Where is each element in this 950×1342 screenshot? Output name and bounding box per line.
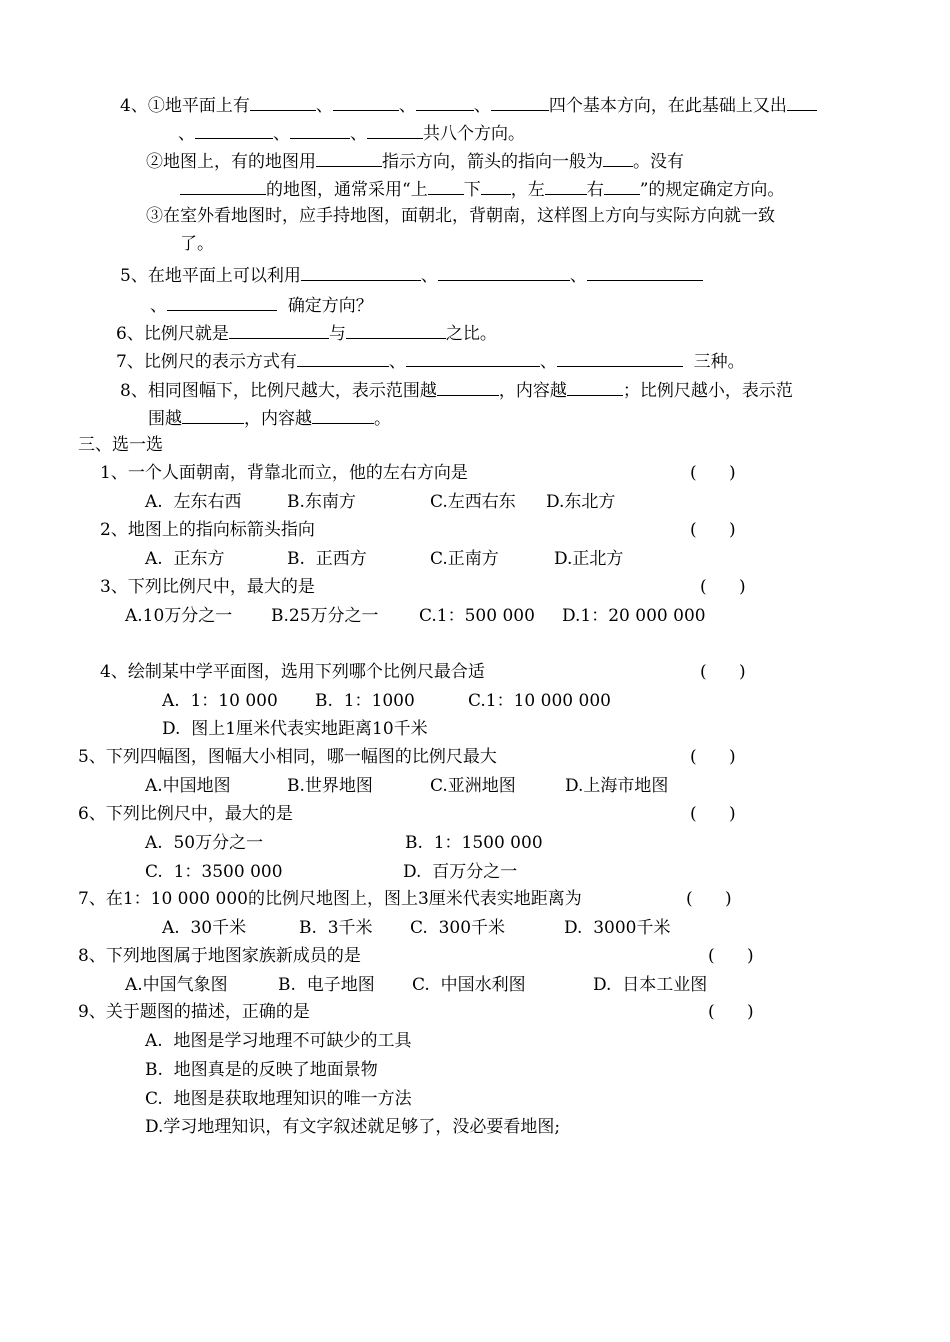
blank[interactable] — [567, 377, 623, 396]
option-d[interactable]: D.学习地理知识，有文字叙述就足够了，没必要看地图; — [145, 1117, 561, 1137]
option-d[interactable]: D.正北方 — [554, 549, 624, 569]
option-c[interactable]: C. 300千米 — [410, 918, 506, 938]
option-c[interactable]: C.左西右东 — [430, 492, 516, 512]
question-stem: 5、下列四幅图，图幅大小相同，哪一幅图的比例尺最大 — [78, 747, 497, 767]
option-a[interactable]: A.中国地图 — [145, 776, 231, 796]
blank[interactable] — [301, 262, 421, 281]
blank[interactable] — [182, 405, 244, 424]
option-b[interactable]: B.世界地图 — [287, 776, 373, 796]
blank[interactable] — [545, 176, 587, 195]
blank[interactable] — [333, 92, 399, 111]
option-d[interactable]: D. 百万分之一 — [403, 862, 518, 882]
blank[interactable] — [180, 176, 266, 195]
option-a[interactable]: A.10万分之一 — [125, 606, 233, 626]
option-c[interactable]: C.1：500 000 — [419, 606, 535, 626]
q8-line-1: 8、相同图幅下，比例尺越大，表示范围越 ，内容越 ；比例尺越小，表示范 — [120, 377, 793, 401]
blank[interactable] — [557, 348, 683, 367]
option-b[interactable]: B. 1：1000 — [315, 691, 415, 711]
question-stem: 7、在1：10 000 000的比例尺地图上，图上3厘米代表实地距离为 — [78, 889, 582, 909]
question-stem: 9、关于题图的描述，正确的是 — [78, 1002, 310, 1022]
q4-line-6: 了。 — [180, 234, 214, 254]
option-b[interactable]: B. 电子地图 — [278, 975, 375, 995]
blank[interactable] — [428, 176, 464, 195]
option-d[interactable]: D. 图上1厘米代表实地距离10千米 — [162, 719, 428, 739]
blank[interactable] — [406, 348, 540, 367]
blank[interactable] — [603, 148, 633, 167]
answer-paren[interactable]: ( ) — [708, 946, 754, 966]
answer-paren[interactable]: ( ) — [690, 804, 736, 824]
option-a[interactable]: A. 地图是学习地理不可缺少的工具 — [145, 1031, 412, 1051]
blank[interactable] — [787, 92, 817, 111]
blank[interactable] — [290, 120, 350, 139]
blank[interactable] — [167, 292, 277, 311]
q4-line-3: ②地图上，有的地图用 指示方向，箭头的指向一般为 。没有 — [146, 148, 684, 172]
option-d[interactable]: D.东北方 — [546, 492, 616, 512]
question-stem: 3、下列比例尺中，最大的是 — [100, 577, 315, 597]
answer-paren[interactable]: ( ) — [690, 747, 736, 767]
option-c[interactable]: C.正南方 — [430, 549, 499, 569]
q5-line-1: 5、在地平面上可以利用 、 、 — [120, 262, 703, 286]
blank[interactable] — [312, 405, 374, 424]
option-c[interactable]: C. 地图是获取地理知识的唯一方法 — [145, 1089, 412, 1109]
blank[interactable] — [195, 120, 273, 139]
question-stem: 4、绘制某中学平面图，选用下列哪个比例尺最合适 — [100, 662, 485, 682]
blank[interactable] — [491, 92, 549, 111]
q4-line-4: 的地图，通常采用“上 下 ，左 右 ”的规定确定方向。 — [180, 176, 784, 200]
answer-paren[interactable]: ( ) — [690, 520, 736, 540]
option-d[interactable]: D.上海市地图 — [565, 776, 669, 796]
option-b[interactable]: B. 地图真是的反映了地面景物 — [145, 1060, 378, 1080]
option-a[interactable]: A. 左东右西 — [145, 492, 242, 512]
q5-line-2: 、 确定方向？ — [150, 292, 373, 316]
option-a[interactable]: A. 1：10 000 — [162, 691, 278, 711]
section-title: 三、选一选 — [78, 435, 163, 455]
option-a[interactable]: A. 50万分之一 — [145, 833, 264, 853]
option-a[interactable]: A. 30千米 — [162, 918, 247, 938]
blank[interactable] — [250, 92, 316, 111]
answer-paren[interactable]: ( ) — [686, 889, 732, 909]
blank[interactable] — [438, 262, 570, 281]
blank[interactable] — [346, 320, 446, 339]
option-c[interactable]: C.1：10 000 000 — [468, 691, 611, 711]
blank[interactable] — [297, 348, 389, 367]
option-d[interactable]: D. 3000千米 — [564, 918, 671, 938]
q4-line-1: 4、①地平面上有 、 、 、 四个基本方向，在此基础上又出 — [120, 92, 817, 116]
blank[interactable] — [367, 120, 423, 139]
answer-paren[interactable]: ( ) — [690, 463, 736, 483]
blank[interactable] — [587, 262, 703, 281]
question-stem: 8、下列地图属于地图家族新成员的是 — [78, 946, 361, 966]
option-c[interactable]: C.亚洲地图 — [430, 776, 516, 796]
option-c[interactable]: C. 中国水利图 — [412, 975, 526, 995]
option-c[interactable]: C. 1：3500 000 — [145, 862, 283, 882]
blank[interactable] — [316, 148, 382, 167]
blank[interactable] — [416, 92, 474, 111]
blank[interactable] — [481, 176, 511, 195]
q4-line-2: 、 、 、 共八个方向。 — [178, 120, 525, 144]
option-b[interactable]: B. 正西方 — [287, 549, 367, 569]
option-b[interactable]: B.25万分之一 — [271, 606, 379, 626]
question-stem: 1、一个人面朝南，背靠北而立，他的左右方向是 — [100, 463, 468, 483]
q8-line-2: 围越 ，内容越 。 — [148, 405, 391, 429]
fill-question-6: 6、比例尺就是 与 之比。 — [116, 320, 497, 344]
option-a[interactable]: A. 正东方 — [145, 549, 225, 569]
option-b[interactable]: B.东南方 — [287, 492, 356, 512]
answer-paren[interactable]: ( ) — [708, 1002, 754, 1022]
option-b[interactable]: B. 1：1500 000 — [405, 833, 543, 853]
blank[interactable] — [229, 320, 329, 339]
blank[interactable] — [437, 377, 499, 396]
answer-paren[interactable]: ( ) — [700, 577, 746, 597]
answer-paren[interactable]: ( ) — [700, 662, 746, 682]
option-d[interactable]: D. 日本工业图 — [593, 975, 708, 995]
blank[interactable] — [604, 176, 640, 195]
question-stem: 6、下列比例尺中，最大的是 — [78, 804, 293, 824]
question-stem: 2、地图上的指向标箭头指向 — [100, 520, 315, 540]
option-a[interactable]: A.中国气象图 — [125, 975, 228, 995]
q4-line-5: ③在室外看地图时，应手持地图，面朝北，背朝南，这样图上方向与实际方向就一致 — [146, 206, 775, 226]
option-d[interactable]: D.1：20 000 000 — [562, 606, 706, 626]
fill-question-7: 7、比例尺的表示方式有 、 、 三种。 — [116, 348, 745, 372]
option-b[interactable]: B. 3千米 — [299, 918, 373, 938]
